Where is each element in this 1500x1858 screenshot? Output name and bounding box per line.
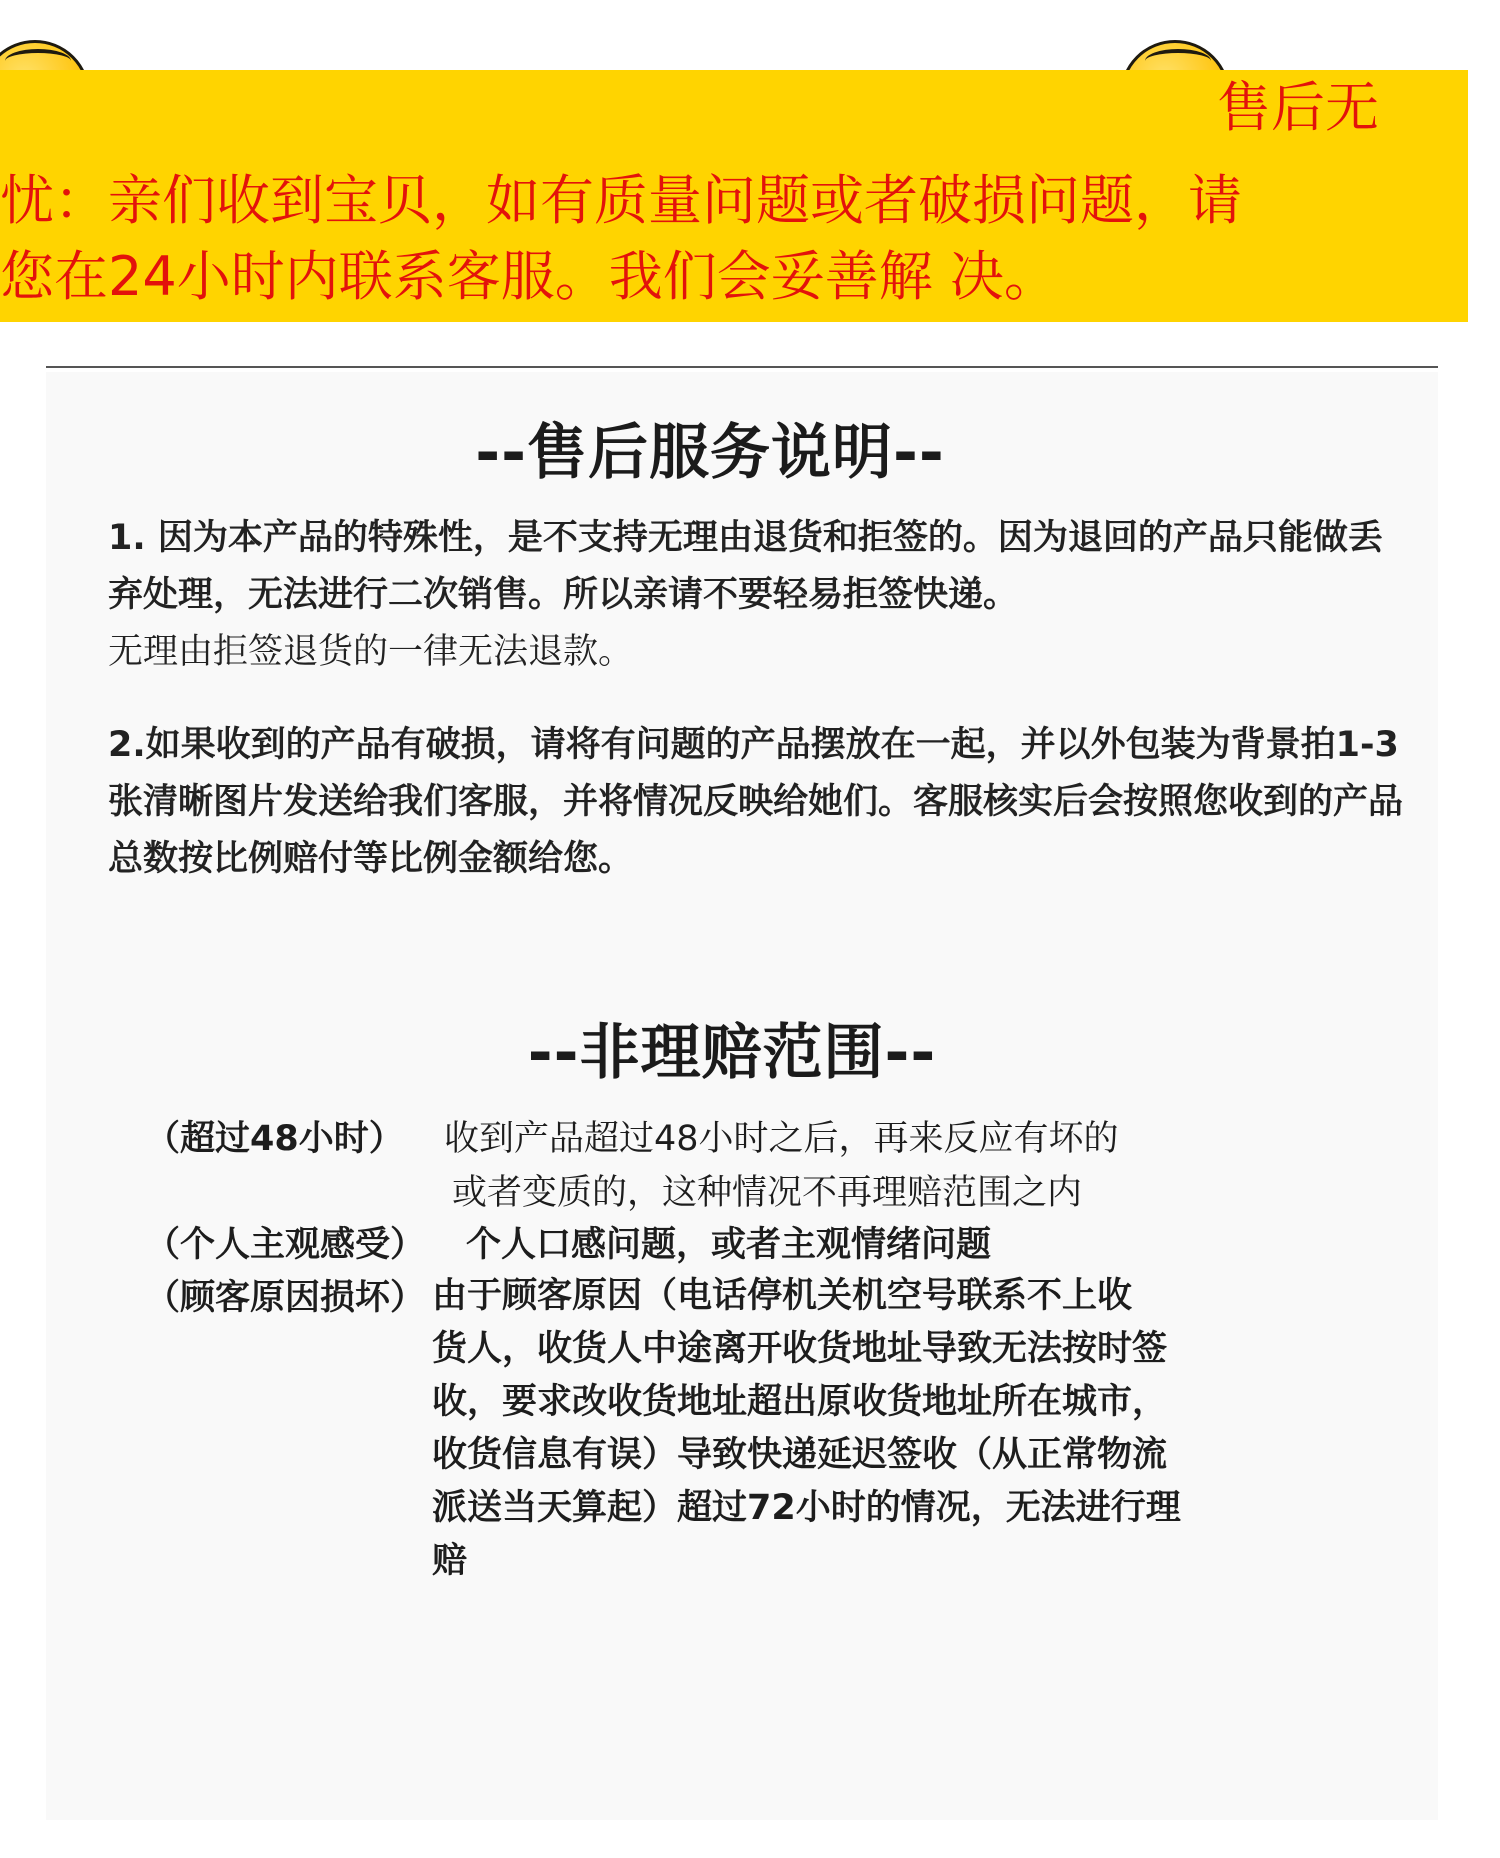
scope-label: （个人主观感受） [145,1225,426,1265]
scope-text: 或者变质的，这种情况不再理赔范围之内 [452,1173,1083,1213]
scope-label: （顾客原因损坏） [145,1278,426,1318]
scope-text-line: 货人，收货人中途离开收货地址导致无法按时签 [432,1329,1168,1369]
item-1-bold-text: 1. 因为本产品的特殊性，是不支持无理由退货和拒签的。因为退回的产品只能做丢弃处理，无法进行二次销售。所以亲请不要轻易拒签快递。 [108,518,1383,615]
banner-line: 您在24小时内联系客服。我们会妥善解 决。 [0,245,1058,308]
scope-text-line: 赔 [432,1541,468,1581]
divider [46,366,1438,368]
after-sales-item-2: 2.如果收到的产品有破损，请将有问题的产品摆放在一起，并以外包装为背景拍1-3张清晰图片发送给我们客服，并将情况反映给她们。客服核实后会按照您收到的产品总数按比例赔付等比例金额给您。 [108,725,1404,879]
scope-text-line: 由于顾客原因（电话停机关机空号联系不上收 [432,1276,1133,1316]
scope-text: 收到产品超过48小时之后，再来反应有坏的 [444,1119,1119,1159]
scope-text-line: 收货信息有误）导致快递延迟签收（从正常物流 [432,1435,1168,1475]
scope-label: （超过48小时） [145,1119,404,1159]
item-1-normal-text: 无理由拒签退货的一律无法退款。 [108,632,634,672]
scope-text-block [432,1270,1181,1588]
non-compensation-title: --非理赔范围-- [527,1018,937,1088]
scope-text-line: 收，要求改收货地址超出原收货地址所在城市， [432,1382,1168,1422]
banner-line: 忧：亲们收到宝贝，如有质量问题或者破损问题，请 [0,169,1242,232]
scope-text: 个人口感问题，或者主观情绪问题 [466,1225,992,1265]
after-sales-title: --售后服务说明-- [475,418,945,488]
scope-text-line: 派送当天算起）超过72小时的情况，无法进行理 [432,1488,1181,1528]
after-sales-banner [0,70,1468,322]
banner-line: 售后无 [1217,76,1379,139]
after-sales-item-1 [108,510,1408,681]
